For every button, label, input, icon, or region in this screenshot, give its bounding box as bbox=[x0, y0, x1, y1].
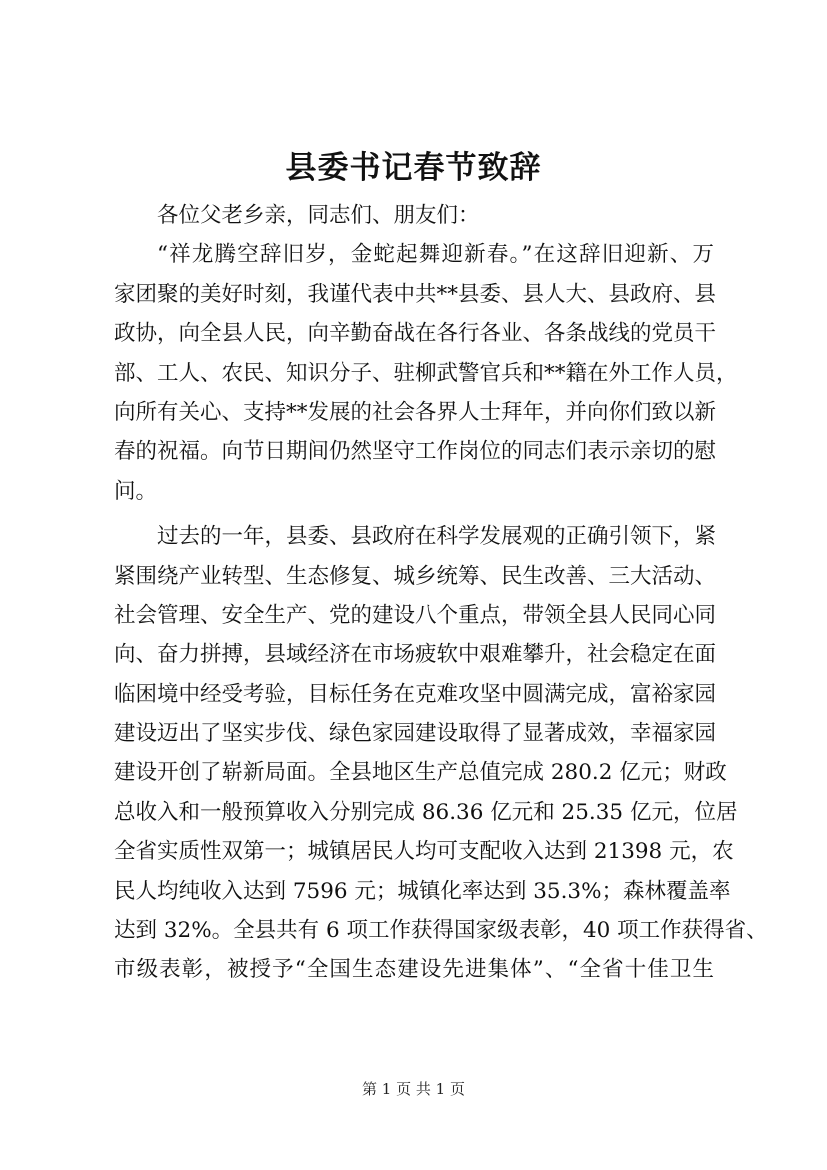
text-line: 市级表彰，被授予“全国生态建设先进集体”、“全省十佳卫生 bbox=[114, 957, 714, 983]
text-line: 社会管理、安全生产、党的建设八个重点，带领全县人民同心同 bbox=[114, 602, 717, 628]
page-number-footer: 第 1 页 共 1 页 bbox=[362, 1080, 465, 1098]
text-line: 部、工人、农民、知识分子、驻柳武警官兵和**籍在外工作人员， bbox=[114, 360, 738, 386]
text-line: 家团聚的美好时刻，我谨代表中共**县委、县人大、县政府、县 bbox=[114, 281, 717, 307]
paragraph-1 bbox=[114, 235, 738, 511]
text-line: 民人均纯收入达到 7596 元；城镇化率达到 35.3%；森林覆盖率 bbox=[114, 878, 731, 904]
document-title: 县委书记春节致辞 bbox=[285, 150, 542, 186]
text-line: 建设开创了崭新局面。全县地区生产总值完成 280.2 亿元；财政 bbox=[114, 760, 727, 786]
paragraph-2 bbox=[114, 517, 768, 990]
text-line: 问。 bbox=[114, 478, 158, 504]
text-line: 全省实质性双第一；城镇居民人均可支配收入达到 21398 元，农 bbox=[114, 839, 734, 865]
text-line: 总收入和一般预算收入分别完成 86.36 亿元和 25.35 亿元，位居 bbox=[114, 799, 738, 825]
text-line: “祥龙腾空辞旧岁，金蛇起舞迎新春。”在这辞旧迎新、万 bbox=[157, 242, 714, 268]
text-line: 向、奋力拼搏，县域经济在市场疲软中艰难攀升，社会稳定在面 bbox=[114, 642, 717, 668]
greeting-line: 各位父老乡亲，同志们、朋友们： bbox=[157, 203, 480, 228]
document-body bbox=[114, 196, 768, 990]
text-line: 过去的一年，县委、县政府在科学发展观的正确引领下，紧 bbox=[157, 524, 717, 550]
text-line: 达到 32%。全县共有 6 项工作获得国家级表彰，40 项工作获得省、 bbox=[114, 918, 768, 944]
text-line: 向所有关心、支持**发展的社会各界人士拜年，并向你们致以新 bbox=[114, 399, 717, 425]
text-line: 紧围绕产业转型、生态修复、城乡统筹、民生改善、三大活动、 bbox=[114, 563, 717, 589]
text-line: 春的祝福。向节日期间仍然坚守工作岗位的同志们表示亲切的慰 bbox=[114, 439, 717, 465]
text-line: 建设迈出了坚实步伐、绿色家园建设取得了显著成效，幸福家园 bbox=[114, 721, 717, 747]
text-line: 临困境中经受考验，目标任务在克难攻坚中圆满完成，富裕家园 bbox=[114, 681, 717, 707]
text-line: 政协，向全县人民，向辛勤奋战在各行各业、各条战线的党员干 bbox=[114, 321, 717, 347]
